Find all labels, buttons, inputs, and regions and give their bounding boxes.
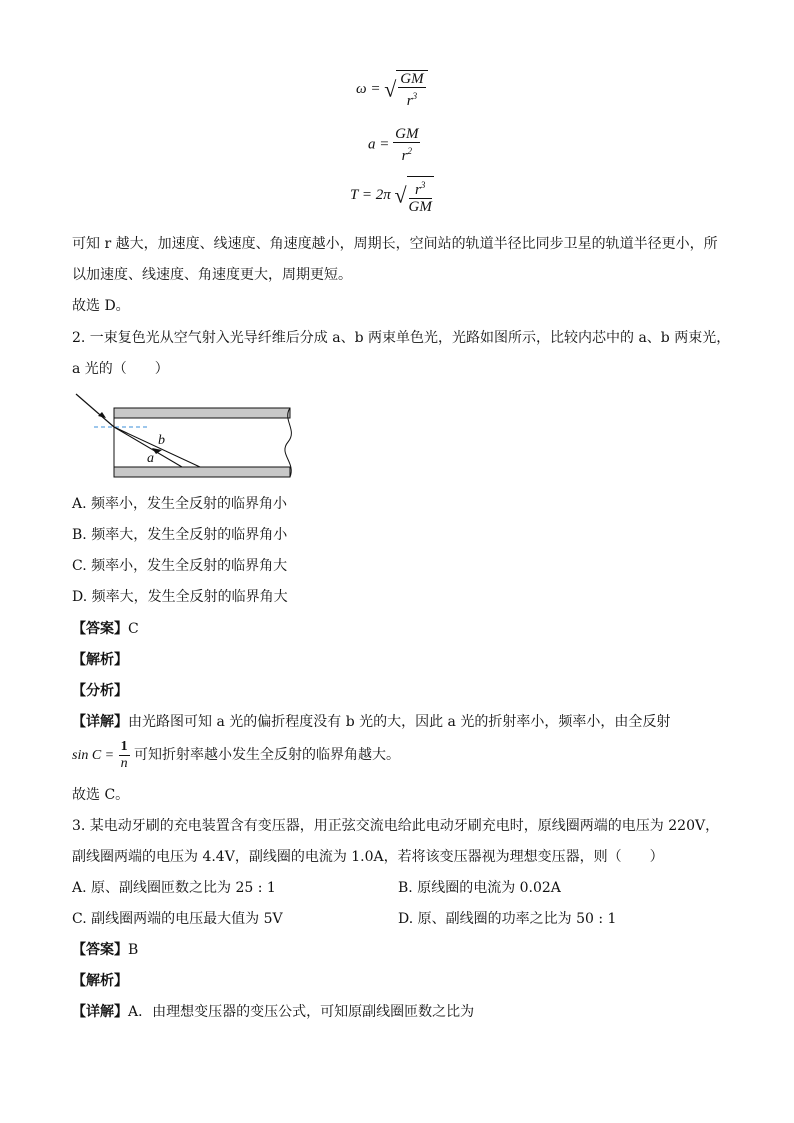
- conclusion-text: 故选 C。: [72, 787, 130, 803]
- detail-line: [72, 1002, 474, 1022]
- incident-ray: [76, 394, 114, 427]
- answer-line: [72, 940, 138, 960]
- option-a: A. 原、副线圈匝数之比为 25 : 1: [72, 880, 276, 896]
- ray-b: [114, 427, 200, 467]
- answer-label: 【答案】: [72, 621, 128, 637]
- conclusion-text: 故选 D。: [72, 298, 130, 314]
- option-d: D. 频率大，发生全反射的临界角大: [72, 589, 288, 605]
- detail-text: A．由理想变压器的变压公式，可知原副线圈匝数之比为: [128, 1004, 475, 1020]
- fiber-cladding-bottom: [114, 467, 290, 477]
- detail-text: 由光路图可知 a 光的偏折程度没有 b 光的大，因此 a 光的折射率小，频率小，由全反射: [128, 714, 671, 730]
- formula-omega: ω = √ $\frac{GM}{r^3}$: [356, 70, 428, 109]
- answer-value: C: [128, 621, 139, 637]
- option-c: C. 副线圈两端的电压最大值为 5V: [72, 911, 283, 927]
- fenxi-label: 【分析】: [72, 683, 128, 699]
- question-2-stem: 2. 一束复色光从空气射入光导纤维后分成 a、b 两束单色光，光路如图所示，比较内芯中的 a、b 两束光，: [72, 330, 731, 346]
- fraction: $\frac{r^3}{GM}$: [409, 177, 432, 215]
- answer-value: B: [128, 942, 139, 958]
- question-3-stem: 副线圈两端的电压为 4.4V，副线圈的电流为 1.0A，若将该变压器视为理想变压器，则（ ）: [72, 849, 664, 865]
- question-2-stem: a 光的（ ）: [72, 361, 169, 377]
- paragraph-line: 可知 r 越大，加速度、线速度、角速度越小，周期长，空间站的轨道半径比同步卫星的轨道半径更小，所: [72, 236, 718, 252]
- formula-period: T = 2π √ $\frac{r^3}{GM}$: [350, 176, 434, 215]
- fraction: $\frac{GM}{r^2}$: [395, 126, 419, 164]
- answer-line: [72, 619, 139, 639]
- option-a: A. 频率小，发生全反射的临界角小: [72, 496, 288, 512]
- fraction: $\frac{GM}{r^3}$: [400, 71, 424, 109]
- formula-acceleration: a = $\frac{GM}{r^2}$: [368, 126, 419, 164]
- answer-label: 【答案】: [72, 942, 128, 958]
- option-b: B. 原线圈的电流为 0.02A: [398, 880, 561, 896]
- analysis-label: 【解析】: [72, 652, 128, 668]
- fiber-cladding-top: [114, 408, 290, 418]
- option-c: C. 频率小，发生全反射的临界角大: [72, 558, 288, 574]
- paragraph-line: 以加速度、线速度、角速度更大，周期更短。: [72, 267, 352, 283]
- sin-formula-line: sin C = $\frac{1}{n}$ 可知折射率越小发生全反射的临界角越大。: [72, 738, 401, 771]
- option-b: B. 频率大，发生全反射的临界角小: [72, 527, 288, 543]
- label-a: a: [147, 451, 154, 466]
- analysis-label: 【解析】: [72, 973, 128, 989]
- detail-line: [72, 712, 670, 732]
- detail-label: 【详解】: [72, 1004, 128, 1020]
- sqrt: [396, 70, 427, 109]
- optical-fiber-diagram: [72, 390, 302, 482]
- label-b: b: [158, 433, 165, 448]
- detail-label: 【详解】: [72, 714, 128, 730]
- option-d: D. 原、副线圈的功率之比为 50 : 1: [398, 911, 617, 927]
- fraction: $\frac{1}{n}$: [120, 738, 128, 771]
- question-3-stem: 3. 某电动牙刷的充电装置含有变压器，用正弦交流电给此电动牙刷充电时，原线圈两端的电压为 220V，: [72, 818, 720, 834]
- sqrt: [407, 176, 434, 215]
